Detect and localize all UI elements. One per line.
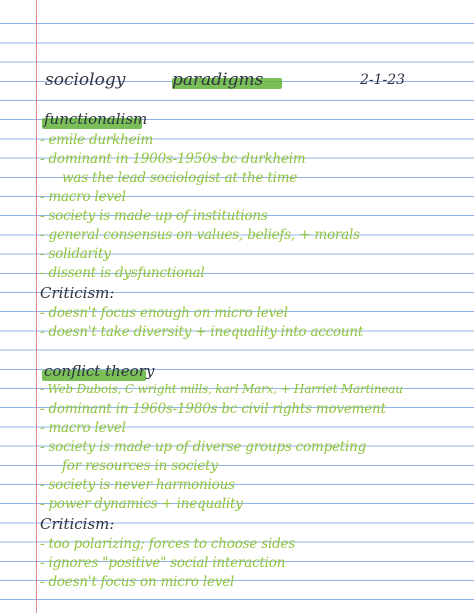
conf-line-6: - society is never harmonious xyxy=(40,477,235,493)
subject-title: sociology xyxy=(45,70,126,90)
conflict-heading: conflict theory xyxy=(44,362,155,380)
func-line-6: - general consensus on values, beliefs, + morals xyxy=(40,227,360,243)
conf-line-1: - Web Dubois, C wright mills, karl Marx, + Harriet Martineau xyxy=(40,382,403,396)
func-line-5: - society is made up of institutions xyxy=(40,208,268,224)
conf-crit-3: - doesn't focus on micro level xyxy=(40,574,235,590)
conf-crit-2: - ignores "positive" social interaction xyxy=(40,555,286,571)
date: 2-1-23 xyxy=(360,72,406,88)
conf-line-4: - society is made up of diverse groups competing xyxy=(40,439,367,455)
conf-line-5: for resources in society xyxy=(62,458,218,474)
title-row xyxy=(0,68,474,94)
func-line-7: - solidarity xyxy=(40,246,111,262)
topic-title: paradigms xyxy=(172,70,264,90)
conf-line-2: - dominant in 1960s-1980s bc civil rights movement xyxy=(40,401,386,417)
func-line-1: - emile durkheim xyxy=(40,132,154,148)
func-line-4: - macro level xyxy=(40,189,126,205)
conf-crit-1: - too polarizing; forces to choose sides xyxy=(40,536,296,552)
func-line-8: - dissent is dysfunctional xyxy=(40,265,205,281)
conf-line-7: - power dynamics + inequality xyxy=(40,496,243,512)
func-line-2: - dominant in 1900s-1950s bc durkheim xyxy=(40,151,306,167)
conf-line-3: - macro level xyxy=(40,420,126,436)
func-crit-2: - doesn't take diversity + inequality into account xyxy=(40,324,364,340)
func-crit-1: - doesn't focus enough on micro level xyxy=(40,305,288,321)
func-line-3: was the lead sociologist at the time xyxy=(62,170,298,186)
func-criticism-heading: Criticism: xyxy=(40,284,115,302)
conf-criticism-heading: Criticism: xyxy=(40,515,115,533)
functionalism-heading: functionalism xyxy=(44,110,148,128)
